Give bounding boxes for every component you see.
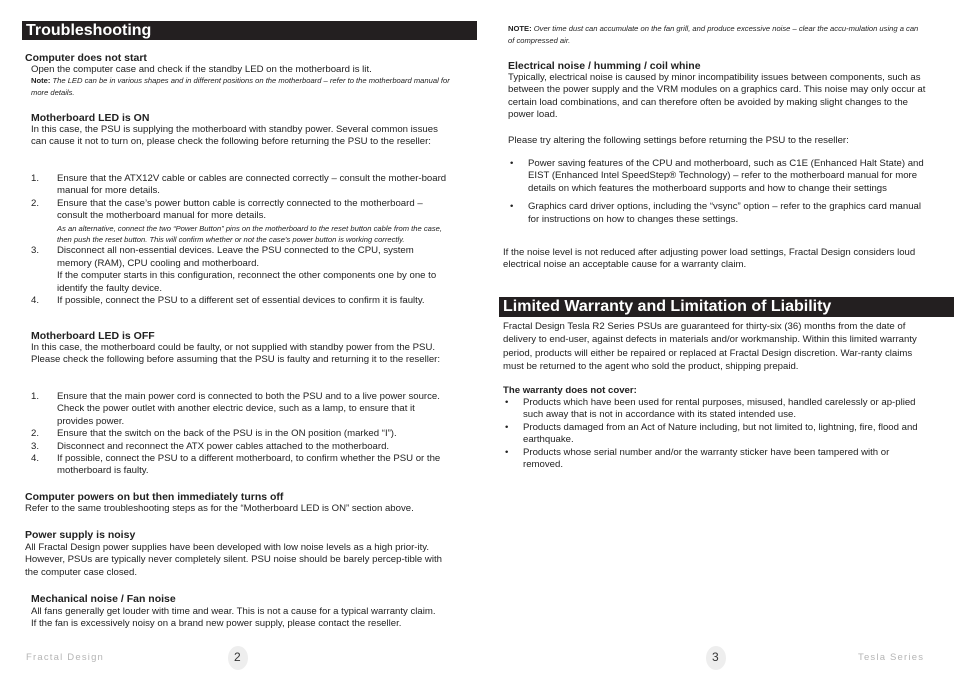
list-item-text: If possible, connect the PSU to a different motherboard, to confirm whether the PSU or the motherboard is faulty. <box>57 453 441 477</box>
footer-brand: Fractal Design <box>26 652 105 663</box>
list-item-text: Ensure that the switch on the back of the PSU is in the ON position (marked “I”). <box>57 428 397 440</box>
list-item-text: Disconnect and reconnect the ATX power cables attached to the motherboard. <box>57 440 390 452</box>
list-item <box>31 453 449 478</box>
list-settings-to-alter <box>508 158 930 226</box>
paragraph-altering-settings: Please try altering the following settings before returning the PSU to the reseller: <box>508 135 849 146</box>
list-item-text: Disconnect all non-essential devices. Leave the PSU connected to the CPU, system memory (RAM), CPU cooling and motherboard. <box>57 245 414 269</box>
list-item <box>503 397 927 422</box>
note-label: Note: <box>31 76 51 85</box>
bullet: • <box>505 446 509 458</box>
bullet: • <box>505 397 509 408</box>
list-number: 3. <box>31 245 40 257</box>
list-item-subnote: As an alternative, connect the two “Power Button” pins on the motherboard to the reset button cable from the case, then push the reset button. This will confirm whether or not the case’s power button is working correctly. <box>57 223 442 245</box>
list-number: 2. <box>31 197 40 209</box>
list-item <box>31 198 449 246</box>
list-item-text: Products which have been used for rental purposes, misused, handled carelessly or ap-plied such away that is not in accordance with its stated intended use. <box>523 397 916 421</box>
section-title-troubleshooting: Troubleshooting <box>22 21 477 40</box>
paragraph-noise-warranty: If the noise level is not reduced after adjusting power load settings, Fractal Design considers loud electrical noise an acceptable cause for a warranty claim. <box>503 247 916 271</box>
bullet: • <box>510 201 514 213</box>
list-item <box>31 428 449 440</box>
list-item <box>508 158 930 195</box>
list-item-text: Products damaged from an Act of Nature including, but not limited to, lightning, fire, flood and earthquake. <box>523 421 918 446</box>
paragraph-powers-on-then-off: Refer to the same troubleshooting steps as for the “Motherboard LED is ON” section above. <box>25 503 414 514</box>
page-number-right: 3 <box>712 650 719 664</box>
bullet: • <box>505 421 509 433</box>
heading-motherboard-led-on: Motherboard LED is ON <box>31 112 150 124</box>
heading-warranty-not-cover: The warranty does not cover: <box>503 385 637 396</box>
paragraph-power-supply-noisy: All Fractal Design power supplies have been developed with low noise levels as a high prior-ity. However, PSUs are typically never completely silent. PSU noise should be barely percep-tible with the computer case closed. <box>25 542 442 578</box>
list-number: 1. <box>31 173 40 184</box>
bullet: • <box>510 158 514 169</box>
list-item-extra: If the computer starts in this configuration, reconnect the other components one by one to identify the faulty device. <box>57 270 437 294</box>
list-item-text: Ensure that the ATX12V cable or cables are connected correctly – consult the mother-board manual for more details. <box>57 173 447 197</box>
list-item-text: Products whose serial number and/or the warranty sticker have been tampered with or removed. <box>523 446 890 471</box>
paragraph-electrical-noise: Typically, electrical noise is caused by minor incompatibility issues between components, such as between the power supply and the VRM modules on a graphics card. This noise may only occur at certain load combinations, and can therefore often be avoided by making slight changes to the power load. <box>508 72 926 121</box>
list-led-on-steps <box>31 173 449 307</box>
list-number: 4. <box>31 295 40 307</box>
heading-motherboard-led-off: Motherboard LED is OFF <box>31 330 155 342</box>
paragraph-check-standby-led: Open the computer case and check if the standby LED on the motherboard is lit. <box>31 64 372 75</box>
list-number: 1. <box>31 391 40 402</box>
note-dust-fan-grill <box>508 23 926 46</box>
list-number: 4. <box>31 453 40 465</box>
list-item-text: Power saving features of the CPU and motherboard, such as C1E (Enhanced Halt State) and EIST (Enhanced Intel SpeedStep® Technology) – refer to the motherboard manual for more details on which features the motherboard supports and how to change their settings <box>528 158 924 194</box>
list-item-text: If possible, connect the PSU to a different set of essential devices to confirm it is faulty. <box>57 295 425 307</box>
list-item <box>508 201 930 226</box>
heading-computer-does-not-start: Computer does not start <box>25 52 147 64</box>
list-item-text: Ensure that the case’s power button cable is correctly connected to the motherboard – consult the motherboard manual for more details. <box>57 197 423 222</box>
heading-mechanical-noise: Mechanical noise / Fan noise <box>31 593 176 605</box>
list-item <box>503 422 927 447</box>
heading-electrical-noise: Electrical noise / humming / coil whine <box>508 60 701 72</box>
list-item <box>31 391 449 428</box>
paragraph-led-off: In this case, the motherboard could be faulty, or not supplied with standby power from the PSU. Please check the following before assuming that the PSU is faulty and returning it to the reseller: <box>31 342 441 366</box>
page-number-left: 2 <box>234 650 241 664</box>
list-item-text: Graphics card driver options, including the “vsync” option – refer to the graphics card manual for instructions on how to changes these settings. <box>528 201 922 225</box>
note-text: The LED can be in various shapes and in different positions on the motherboard – refer to the motherboard manual for more details. <box>31 76 450 97</box>
note-label: NOTE: <box>508 24 532 33</box>
list-number: 2. <box>31 428 40 440</box>
list-item-text: Ensure that the main power cord is connected to both the PSU and to a live power source. Check the power outlet with another electric device, such as a lamp, to ensure that it provides power. <box>57 391 440 427</box>
list-led-off-steps <box>31 391 449 478</box>
list-item <box>503 447 927 472</box>
note-led-shapes <box>31 75 451 98</box>
list-item <box>31 295 449 307</box>
paragraph-mechanical-noise: All fans generally get louder with time and wear. This is not a cause for a typical warranty claim. If the fan is excessively noisy on a brand new power supply, please contact the reseller. <box>31 606 436 630</box>
heading-powers-on-then-off: Computer powers on but then immediately turns off <box>25 491 284 503</box>
section-title-limited-warranty: Limited Warranty and Limitation of Liability <box>499 297 954 317</box>
list-number: 3. <box>31 440 40 452</box>
footer-series: Tesla Series <box>858 652 925 663</box>
paragraph-led-on: In this case, the PSU is supplying the motherboard with standby power. Several common issues can cause it not to turn on, please check the following before returning the PSU to the reseller: <box>31 124 438 148</box>
list-warranty-exclusions <box>503 397 927 471</box>
list-item <box>31 173 449 198</box>
list-item <box>31 245 449 295</box>
note-text: Over time dust can accumulate on the fan grill, and produce excessive noise – clear the accu-mulation using a can of compressed air. <box>508 24 919 45</box>
paragraph-warranty-terms: Fractal Design Tesla R2 Series PSUs are guaranteed for thirty-six (36) months from the date of delivery to end-user, against defects in materials and/or workmanship. Within this limited warranty period, products will either be repaired or replaced at Fractal Design discretion. War-ranty claims must be returned to the agent who sold the product, shipping prepaid. <box>503 321 917 373</box>
heading-power-supply-noisy: Power supply is noisy <box>25 529 136 541</box>
list-item <box>31 441 449 453</box>
